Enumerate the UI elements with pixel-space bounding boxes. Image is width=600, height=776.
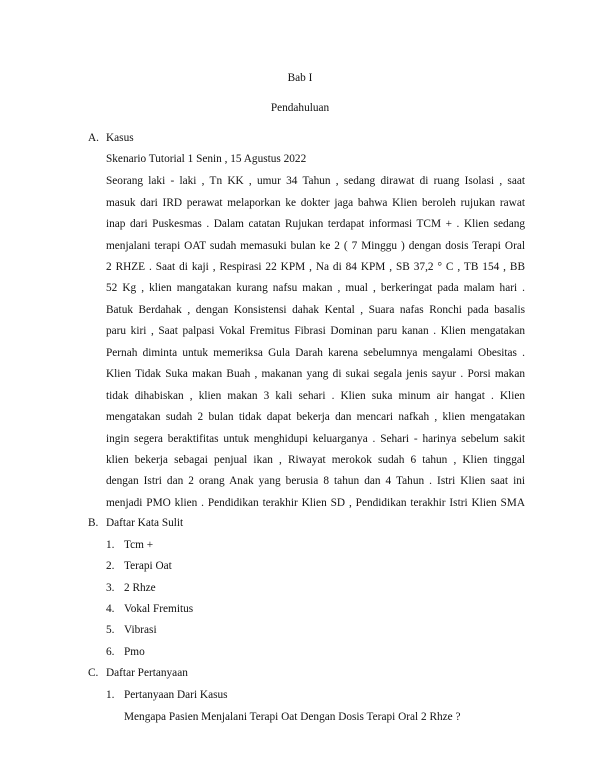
list-item: Vokal Fremitus [124,603,194,615]
chapter-title: Pendahuluan [270,102,330,114]
list-item: Pertanyaan Dari Kasus [124,689,228,701]
paragraph-line: menjadi PMO klien . Pendidikan terakhir Klien SD , Pendidikan terakhir Istri Klien SMA [106,497,525,509]
section-a-title: Kasus [106,132,134,144]
question-text: Mengapa Pasien Menjalani Terapi Oat Dengan Dosis Terapi Oral 2 Rhze ? [124,711,461,723]
list-item: Terapi Oat [124,560,172,572]
list-item-number: 4. [106,603,115,615]
list-item-number: 1. [106,689,115,701]
list-item-number: 3. [106,582,115,594]
list-item: 2 Rhze [124,582,156,594]
paragraph-line: tidak dihabiskan , klien makan 3 kali sehari . Klien suka minum air hangat . Klien [106,390,525,402]
list-item-number: 6. [106,646,115,658]
section-c-marker: C. [88,667,99,679]
section-a-marker: A. [88,132,99,144]
paragraph-line: menjalani terapi OAT sudah memasuki bulan ke 2 ( 7 Minggu ) dengan dosis Terapi Oral [106,240,525,252]
paragraph-line: 52 Kg , klien mangatakan kurang nafsu makan , mual , berkeringat pada malam hari . [106,282,525,294]
paragraph-line: Pernah diminta untuk memeriksa Gula Darah karena sebelumnya mengalami Obesitas . [106,347,525,359]
list-item: Pmo [124,646,145,658]
paragraph-line: dengan Istri dan 2 orang Anak yang berusia 8 tahun dan 4 Tahun . Istri Klien saat ini [106,475,525,487]
list-item-number: 2. [106,560,115,572]
paragraph-line: Seorang laki - laki , Tn KK , umur 34 Tahun , sedang dirawat di ruang Isolasi , saat [106,175,525,187]
section-c-title: Daftar Pertanyaan [106,667,188,679]
section-b-title: Daftar Kata Sulit [106,517,184,529]
paragraph-line: Klien Tidak Suka makan Buah , makanan yang di sukai segala jenis sayur . Porsi makan [106,368,525,380]
section-b-marker: B. [88,517,99,529]
scenario-subtitle: Skenario Tutorial 1 Senin , 15 Agustus 2022 [106,153,307,165]
paragraph-line: 2 RHZE . Saat di kaji , Respirasi 22 KPM , Na di 84 KPM , SB 37,2 ° C , TB 154 , BB [106,261,525,273]
paragraph-line: Batuk Berdahak , dengan Konsistensi dahak Kental , Suara nafas Ronchi pada basalis [106,304,525,316]
paragraph-line: masuk dari IRD perawat melaporkan ke dokter jaga bahwa Klien beroleh rujukan rawat [106,197,525,209]
paragraph-line: inap dari Puskesmas . Dalam catatan Rujukan terdapat informasi TCM + . Klien sedang [106,218,525,230]
list-item-number: 1. [106,539,115,551]
paragraph-line: mengatakan sudah 2 bulan tidak dapat bekerja dan mencari nafkah , klien mengatakan [106,411,525,423]
list-item-number: 5. [106,624,115,636]
paragraph-line: klien bekerja sebagai penjual ikan , Riwayat merokok sudah 6 tahun , Klien tinggal [106,454,525,466]
list-item: Vibrasi [124,624,157,636]
list-item: Tcm + [124,539,154,551]
paragraph-line: paru kiri , Saat palpasi Vokal Fremitus Fibrasi Dominan paru kanan . Klien mengatakan [106,325,525,337]
chapter-heading: Bab I [287,72,313,84]
paragraph-line: ingin segera beraktifitas untuk menghidupi keluarganya . Sehari - harinya sebelum sakit [106,433,525,445]
